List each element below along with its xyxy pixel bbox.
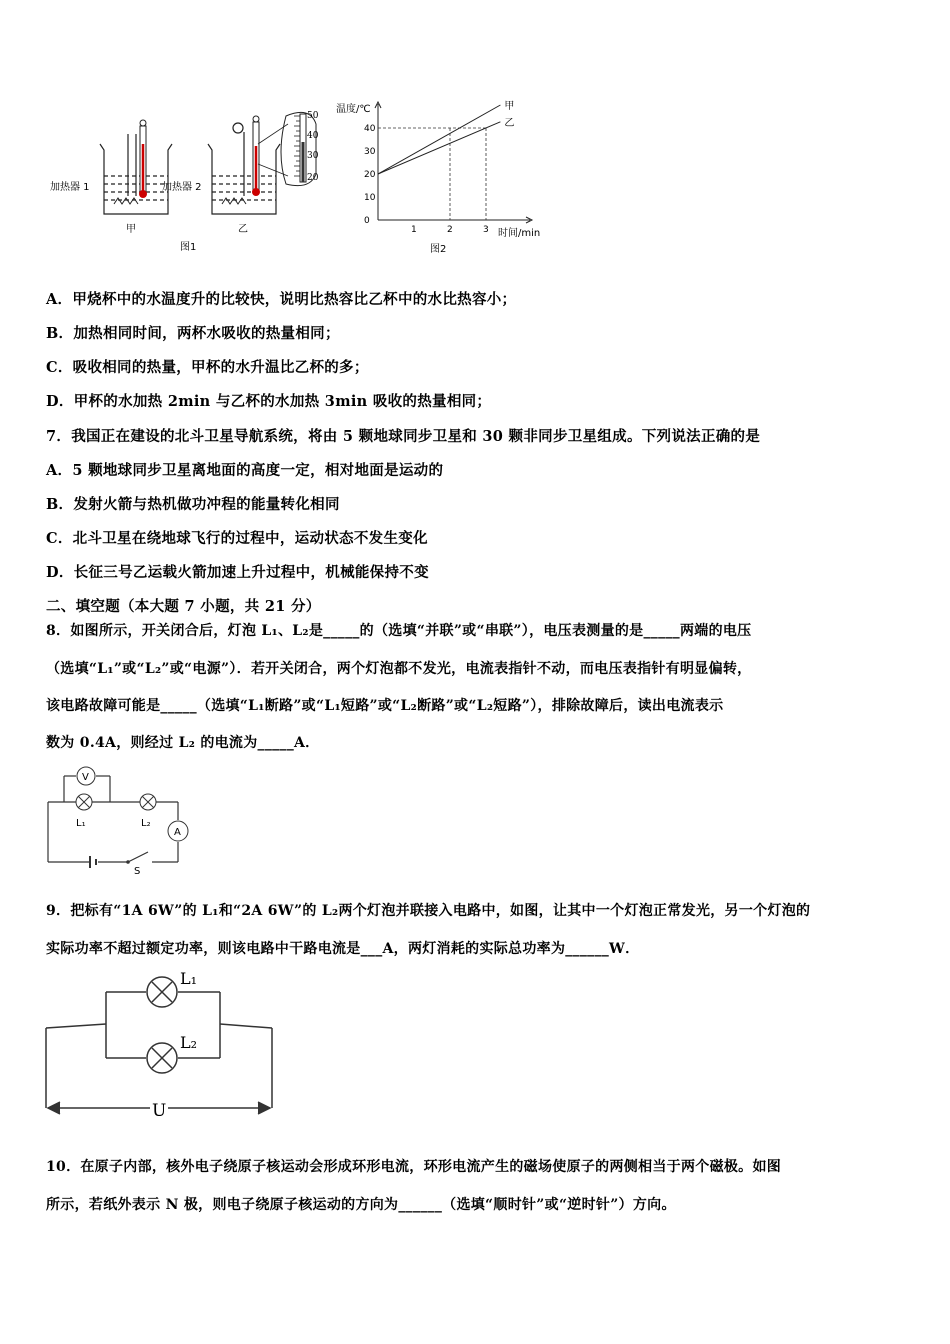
figure-2-chart (330, 96, 560, 256)
heater2-label: 加热器 2 (162, 182, 202, 193)
lamp-l1 (147, 969, 197, 1007)
circuit-question-8 (44, 764, 194, 874)
question-9-line2: 实际功率不超过额定功率，则该电路中干路电流是___A，两灯消耗的实际总功率为______W． (46, 941, 640, 957)
option-7c: C．北斗卫星在绕地球飞行的过程中，运动状态不发生变化 (46, 530, 428, 547)
y-tick-label: 10 (364, 193, 376, 203)
question-7: 7．我国正在建设的北斗卫星导航系统，将由 5 颗地球同步卫星和 30 颗非同步卫星组成。下列说法正确的是 (46, 428, 761, 445)
svg-text:L₂: L₂ (141, 818, 151, 829)
option-7d: D．长征三号乙运载火箭加速上升过程中，机械能保持不变 (46, 564, 429, 581)
lamp-l2 (140, 794, 156, 829)
scale-tick: 40 (307, 131, 319, 141)
series-line-乙 (378, 122, 500, 174)
figure-1-caption: 图1 (180, 242, 197, 253)
circuit-question-9 (42, 966, 282, 1126)
x-tick-label: 2 (447, 225, 453, 235)
section-heading: 二、填空题（本大题 7 小题，共 21 分） (46, 598, 321, 615)
x-tick-label: 3 (483, 225, 489, 235)
y-tick-label: 40 (364, 124, 376, 134)
svg-text:L₂: L₂ (180, 1033, 198, 1052)
beaker-yi-label: 乙 (238, 224, 248, 235)
switch-label: S (134, 866, 141, 874)
figure-2-caption: 图2 (430, 244, 447, 255)
x-tick-label: 1 (411, 225, 417, 235)
option-7a: A．5 颗地球同步卫星离地面的高度一定，相对地面是运动的 (46, 462, 444, 479)
question-10-line1: 10．在原子内部，核外电子绕原子核运动会形成环形电流，环形电流产生的磁场使原子的两侧相当于两个磁极。如图 (46, 1159, 782, 1175)
question-10-line2: 所示，若纸外表示 N 极，则电子绕原子核运动的方向为______（选填“顺时针”或“逆时针”）方向。 (46, 1197, 676, 1213)
figure-1-beakers (48, 104, 348, 254)
ammeter (168, 821, 188, 841)
option-6a: A．甲烧杯中的水温度升的比较快，说明比热容比乙杯中的水比热容小； (46, 291, 517, 308)
lamp-l1 (76, 794, 92, 829)
y-tick-label: 20 (364, 170, 376, 180)
series-label: 甲 (504, 101, 515, 112)
question-8-line2: （选填“L₁”或“L₂”或“电源”）．若开关闭合，两个灯泡都不发光，电流表指针不动，而电压表指针有明显偏转， (46, 661, 752, 677)
thermometer-jia (139, 120, 147, 198)
scale-tick: 50 (307, 111, 319, 121)
voltage-label-u: U (152, 1101, 167, 1121)
chart-ylabel: 温度/℃ (336, 104, 371, 115)
heater1-label: 加热器 1 (50, 182, 90, 193)
beaker-jia-label: 甲 (126, 224, 136, 235)
svg-text:A: A (174, 827, 181, 838)
question-8-line1: 8．如图所示，开关闭合后，灯泡 L₁、L₂是_____的（选填“并联”或“串联”），电压表测量的是_____两端的电压 (46, 623, 752, 639)
beaker-jia (100, 134, 172, 214)
voltmeter (77, 767, 95, 785)
option-6d: D．甲杯的水加热 2min 与乙杯的水加热 3min 吸收的热量相同； (46, 393, 492, 410)
series-label: 乙 (504, 117, 515, 129)
question-8-line4: 数为 0.4A，则经过 L₂ 的电流为_____A． (46, 735, 320, 751)
scale-tick: 20 (307, 173, 319, 183)
svg-text:V: V (82, 772, 89, 783)
question-9-line1: 9．把标有“1A 6W”的 L₁和“2A 6W”的 L₂两个灯泡并联接入电路中，如图，让其中一个灯泡正常发光，另一个灯泡的 (46, 903, 811, 919)
thermometer-yi (252, 116, 260, 196)
scale-tick: 30 (307, 151, 319, 161)
chart-xlabel: 时间/min (498, 228, 541, 239)
option-7b: B．发射火箭与热机做功冲程的能量转化相同 (46, 496, 340, 513)
svg-text:L₁: L₁ (180, 969, 198, 988)
lamp-l2 (147, 1033, 197, 1073)
thermometer-magnified-scale (258, 111, 319, 186)
y-tick-label: 30 (364, 147, 376, 157)
y-tick-label: 0 (364, 216, 370, 226)
option-6b: B．加热相同时间，两杯水吸收的热量相同； (46, 325, 340, 342)
series-line-甲 (378, 105, 500, 174)
svg-text:L₁: L₁ (76, 818, 86, 829)
option-6c: C．吸收相同的热量，甲杯的水升温比乙杯的多； (46, 359, 369, 376)
question-8-line3: 该电路故障可能是_____（选填“L₁断路”或“L₁短路”或“L₂断路”或“L₂短路”），排除故障后，读出电流表示 (46, 698, 724, 714)
